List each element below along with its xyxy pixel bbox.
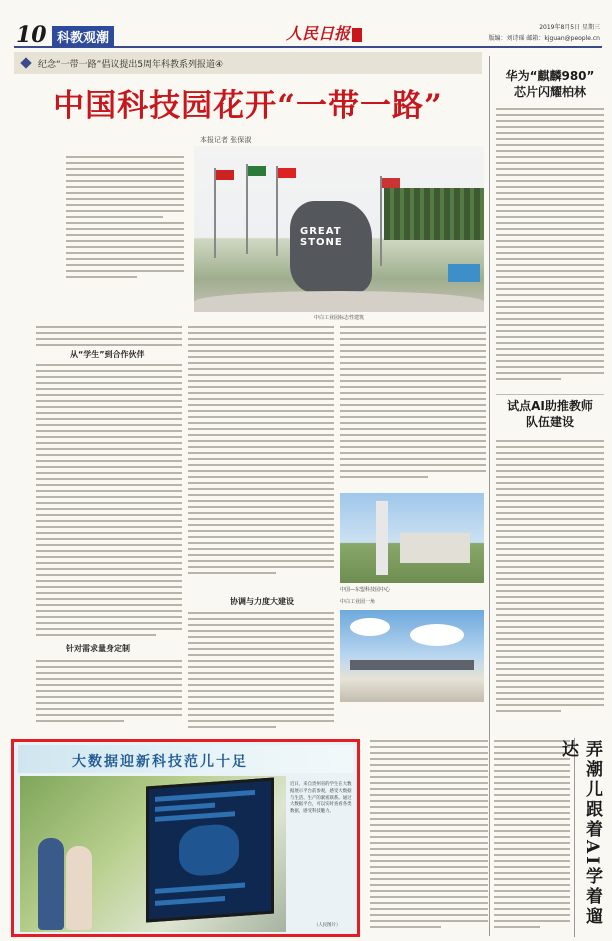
logo-seal [352, 28, 362, 42]
photo-caption: 中白工业园标志性建筑 [313, 315, 364, 321]
screen-row [155, 896, 225, 906]
road [194, 291, 484, 312]
forest [384, 188, 484, 240]
body-col3-bottom [370, 740, 488, 932]
body-col2-bottom [188, 612, 334, 732]
editor-info: 版编：刘诗瑶 邮箱：kjguan@people.cn [488, 35, 600, 42]
divider [496, 394, 604, 395]
monument-lettering: GREAT STONE [300, 226, 343, 248]
subhead-2: 协调与力度大建设 [230, 597, 294, 606]
body-col3 [340, 326, 486, 482]
screen-map [179, 823, 239, 877]
flag [216, 170, 234, 180]
right-story2-text [496, 440, 604, 716]
body-col1 [36, 364, 182, 640]
flagpole [276, 166, 278, 256]
flag [248, 166, 266, 176]
series-bar [14, 52, 482, 74]
page-header [14, 20, 602, 48]
building [400, 533, 470, 563]
subhead-3: 针对需求量身定制 [66, 644, 130, 653]
tower-photo [340, 493, 484, 583]
flagpole [214, 168, 216, 258]
intro-text [66, 156, 184, 282]
kiosk [448, 264, 480, 282]
screen-row [155, 811, 235, 822]
flag [382, 178, 400, 188]
cloud [350, 618, 390, 636]
right-story1-text [496, 108, 604, 384]
body-col1-bottom [36, 660, 182, 726]
screen-row [155, 883, 245, 894]
issue-date: 2019年8月5日 星期三 [539, 24, 600, 31]
story-banner [18, 745, 353, 773]
great-stone-photo [194, 146, 484, 312]
student-figure [38, 838, 64, 930]
arch-structure [350, 660, 474, 670]
screen-row [155, 790, 255, 802]
flagpole [380, 176, 382, 266]
bigdata-photo [20, 776, 286, 932]
photo2-caption: 中国—东盟科技园中心 [340, 587, 391, 593]
photo-credit: （人民图片） [314, 923, 341, 928]
subhead-1: 从“学生”到合作伙伴 [70, 350, 145, 359]
byline: 本报记者 张保淑 [200, 136, 252, 144]
story-title: 大数据迎新科技范儿十足 [72, 754, 248, 770]
logo-text: 人民日报 [286, 24, 351, 43]
flag [278, 168, 296, 178]
flagpole [246, 164, 248, 254]
column-rule [489, 56, 490, 936]
plaza-photo [340, 610, 484, 702]
diamond-icon [20, 57, 31, 68]
body-col4-bottom [494, 740, 570, 932]
display-screen [146, 778, 274, 923]
student-figure [66, 846, 92, 930]
cloud [410, 624, 464, 646]
main-headline: 中国科技园花开“一带一路” [53, 88, 443, 124]
highlighted-photo-story[interactable] [11, 739, 360, 937]
right-story1-title: 华为“麒麟980” 芯片闪耀柏林 [505, 69, 595, 99]
tower [376, 501, 388, 575]
series-label: 纪念“一带一路”倡议提出5周年科教系列报道④ [38, 60, 224, 70]
body-col2 [188, 326, 334, 578]
section-label: 科教观潮 [52, 26, 114, 47]
right-story2-title: 试点AI助推教师 队伍建设 [507, 399, 593, 429]
masthead-logo [286, 21, 362, 44]
story-caption: 近日，来自贵州省的学生在大数据展示平台前参观，感受大数据与生活、生产的紧密联系。通过大数据平台，可以实时查看各类数据，感受科技魅力。 [290, 782, 352, 815]
body-col1-top [36, 326, 182, 350]
screen-row [155, 803, 215, 812]
photo3-caption: 中白工业园一角 [340, 599, 376, 605]
page-number: 10 [16, 22, 47, 48]
vertical-headline: 弄潮儿跟着AI学着遛达 [558, 740, 602, 928]
